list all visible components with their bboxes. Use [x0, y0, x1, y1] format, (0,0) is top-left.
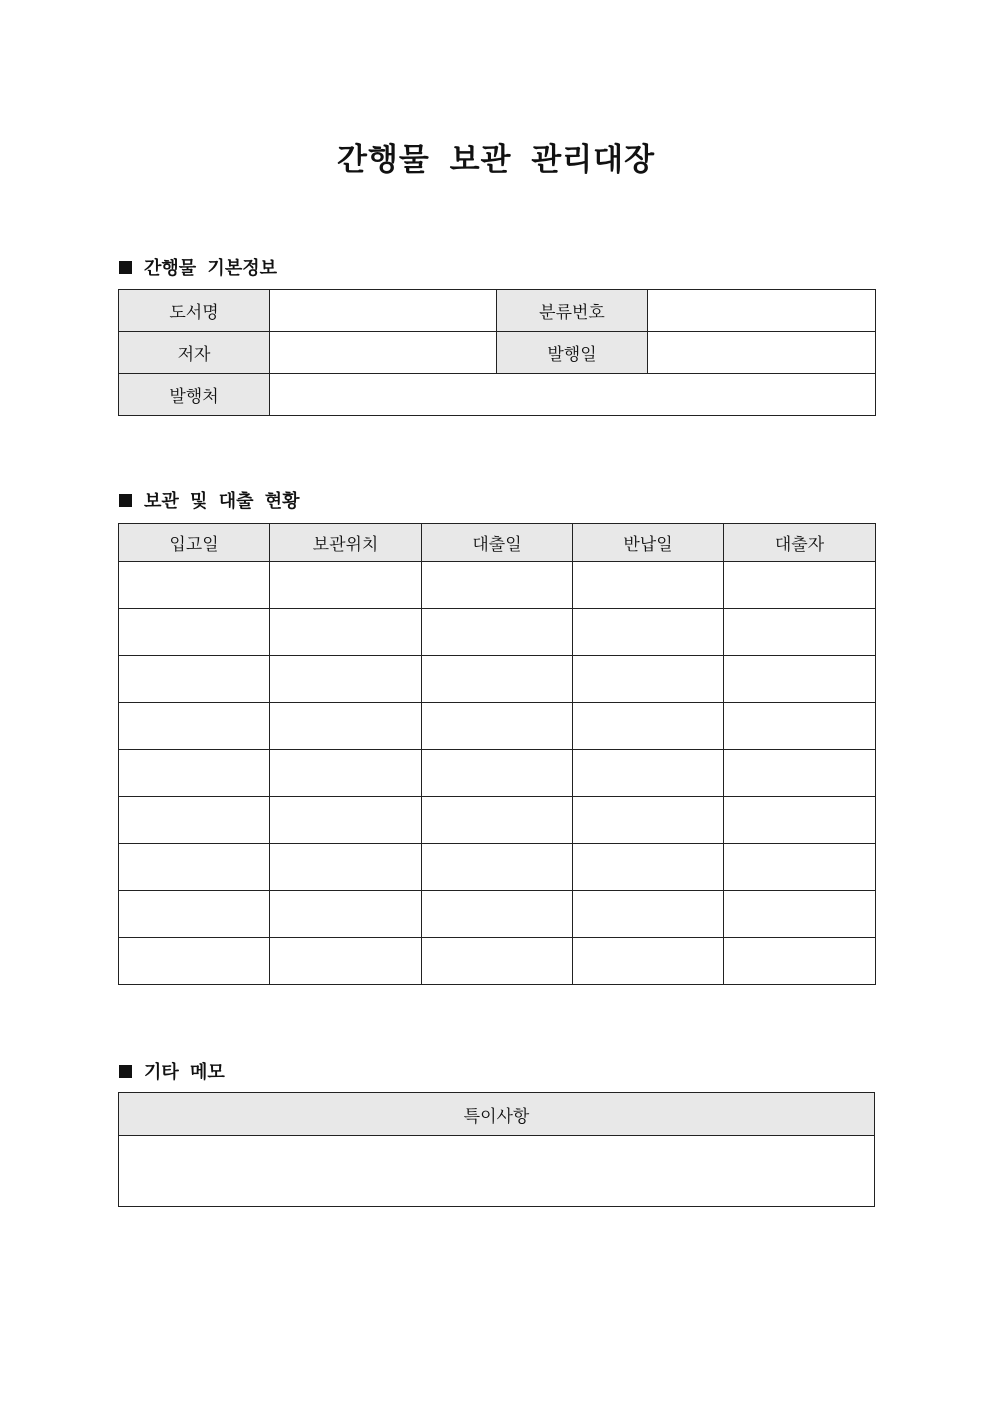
page-title: 간행물 보관 관리대장 [336, 142, 656, 178]
borrower-cell[interactable] [724, 938, 876, 985]
receipt-date-cell[interactable] [119, 703, 270, 750]
location-cell[interactable] [270, 797, 422, 844]
location-cell[interactable] [270, 891, 422, 938]
return-date-cell[interactable] [573, 609, 724, 656]
return-date-cell[interactable] [573, 844, 724, 891]
table-row [119, 938, 876, 985]
location-cell[interactable] [270, 844, 422, 891]
receipt-date-cell[interactable] [119, 844, 270, 891]
memo-field[interactable] [119, 1136, 875, 1207]
loan-date-cell[interactable] [422, 750, 573, 797]
column-header-return-date: 반납일 [573, 524, 724, 562]
location-cell[interactable] [270, 562, 422, 609]
table-row [119, 609, 876, 656]
loan-date-cell[interactable] [422, 656, 573, 703]
receipt-date-cell[interactable] [119, 938, 270, 985]
loan-date-cell[interactable] [422, 703, 573, 750]
borrower-cell[interactable] [724, 656, 876, 703]
memo-label: 특이사항 [119, 1093, 875, 1136]
section-basic-info-heading [119, 254, 277, 280]
column-header-loan-date: 대출일 [422, 524, 573, 562]
loan-date-cell[interactable] [422, 562, 573, 609]
title-field[interactable] [270, 290, 497, 332]
section-status-heading [119, 487, 300, 513]
location-cell[interactable] [270, 609, 422, 656]
column-header-location: 보관위치 [270, 524, 422, 562]
return-date-cell[interactable] [573, 750, 724, 797]
borrower-cell[interactable] [724, 891, 876, 938]
loan-date-cell[interactable] [422, 609, 573, 656]
square-bullet-icon [119, 494, 132, 507]
return-date-cell[interactable] [573, 703, 724, 750]
section-title: 보관 및 대출 현황 [144, 491, 300, 512]
square-bullet-icon [119, 261, 132, 274]
return-date-cell[interactable] [573, 891, 724, 938]
return-date-cell[interactable] [573, 938, 724, 985]
table-row [119, 703, 876, 750]
table-row [119, 1136, 875, 1207]
table-row [119, 290, 876, 332]
basic-info-table [118, 289, 876, 416]
table-header-row [119, 1093, 875, 1136]
label-pub-date: 발행일 [497, 332, 648, 374]
loan-date-cell[interactable] [422, 797, 573, 844]
memo-table [118, 1092, 875, 1207]
location-cell[interactable] [270, 656, 422, 703]
table-row [119, 797, 876, 844]
table-row [119, 750, 876, 797]
return-date-cell[interactable] [573, 656, 724, 703]
return-date-cell[interactable] [573, 562, 724, 609]
class-no-field[interactable] [648, 290, 876, 332]
location-cell[interactable] [270, 750, 422, 797]
return-date-cell[interactable] [573, 797, 724, 844]
receipt-date-cell[interactable] [119, 562, 270, 609]
table-row [119, 844, 876, 891]
table-row [119, 374, 876, 416]
storage-loan-table [118, 523, 876, 985]
label-title: 도서명 [119, 290, 270, 332]
table-row [119, 332, 876, 374]
section-memo-heading [119, 1058, 225, 1084]
receipt-date-cell[interactable] [119, 656, 270, 703]
receipt-date-cell[interactable] [119, 891, 270, 938]
table-row [119, 891, 876, 938]
publisher-field[interactable] [270, 374, 876, 416]
location-cell[interactable] [270, 938, 422, 985]
borrower-cell[interactable] [724, 797, 876, 844]
loan-date-cell[interactable] [422, 938, 573, 985]
label-author: 저자 [119, 332, 270, 374]
borrower-cell[interactable] [724, 844, 876, 891]
borrower-cell[interactable] [724, 750, 876, 797]
pub-date-field[interactable] [648, 332, 876, 374]
table-row [119, 562, 876, 609]
borrower-cell[interactable] [724, 703, 876, 750]
borrower-cell[interactable] [724, 609, 876, 656]
location-cell[interactable] [270, 703, 422, 750]
loan-date-cell[interactable] [422, 891, 573, 938]
column-header-borrower: 대출자 [724, 524, 876, 562]
label-publisher: 발행처 [119, 374, 270, 416]
label-class-no: 분류번호 [497, 290, 648, 332]
column-header-receipt-date: 입고일 [119, 524, 270, 562]
receipt-date-cell[interactable] [119, 797, 270, 844]
square-bullet-icon [119, 1065, 132, 1078]
table-header-row [119, 524, 876, 562]
section-title: 간행물 기본정보 [144, 258, 277, 279]
borrower-cell[interactable] [724, 562, 876, 609]
receipt-date-cell[interactable] [119, 750, 270, 797]
loan-date-cell[interactable] [422, 844, 573, 891]
table-row [119, 656, 876, 703]
author-field[interactable] [270, 332, 497, 374]
receipt-date-cell[interactable] [119, 609, 270, 656]
section-title: 기타 메모 [144, 1062, 225, 1083]
